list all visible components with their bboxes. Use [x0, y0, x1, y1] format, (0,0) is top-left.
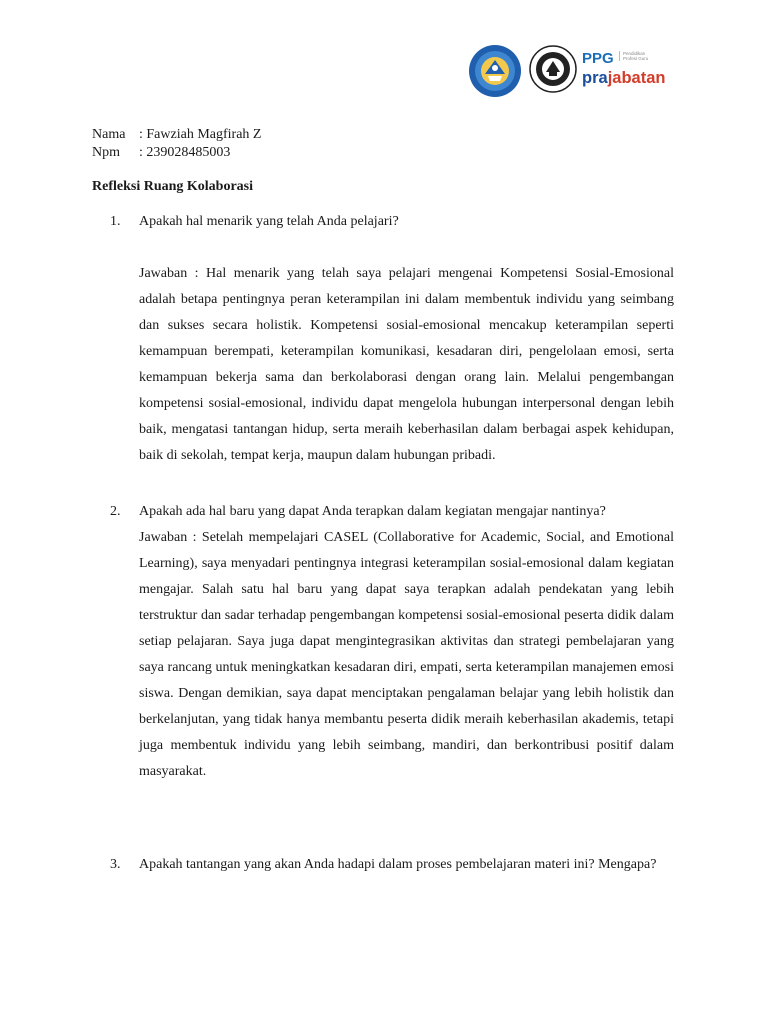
npm-label: Npm [92, 145, 120, 160]
ppg-prajabatan-logo [582, 50, 692, 94]
question-number: 3. [110, 857, 121, 872]
answer-text: Jawaban : Setelah mempelajari CASEL (Collaborative for Academic, Social, and Emotional Learning), saya menyadari pentingnya integrasi keterampilan sosial-emosional dalam kegiatan mengajar. Salah satu hal baru yang dapat saya terapkan adalah pendekatan yang lebih terstruktur dan sadar terhadap pengembangan kompetensi sosial-emosional peserta didik dalam setiap pelajaran. Saya juga dapat mengintegrasikan aktivitas dan strategi pembelajaran yang saya rancang untuk meningkatkan kesadaran diri, empati, serta keterampilan manajemen emosi siswa. Dengan demikian, saya dapat menciptakan pengalaman belajar yang lebih holistik dan berkelanjutan, yang tidak hanya membantu peserta didik meraih keberhasilan akademis, tetapi juga membentuk individu yang lebih seimbang, mandiri, dan berkontribusi positif dalam masyarakat. [139, 530, 674, 779]
tut-wuri-handayani-logo [468, 44, 522, 98]
question-text: Apakah ada hal baru yang dapat Anda terapkan dalam kegiatan mengajar nantinya? [139, 504, 606, 519]
prajabatan-part2: jabatan [607, 69, 666, 87]
name-row [92, 126, 261, 144]
ppg-tagline: Pendidikan Profesi Guru [619, 51, 651, 61]
question-item-1 [110, 209, 674, 469]
name-value: : Fawziah Magfirah Z [139, 127, 262, 142]
question-text: Apakah tantangan yang akan Anda hadapi dalam proses pembelajaran materi ini? Mengapa? [139, 857, 657, 872]
question-item-2 [110, 499, 674, 785]
question-number: 1. [110, 214, 121, 229]
answer-text: Jawaban : Hal menarik yang telah saya pelajari mengenai Kompetensi Sosial-Emosional adalah betapa pentingnya peran keterampilan ini dalam membentuk individu yang seimbang dan sukses secara holistik. Kompetensi sosial-emosional mencakup keterampilan seperti kemampuan berempati, keterampilan komunikasi, kesadaran diri, pengelolaan emosi, serta kemampuan bekerja sama dan berkolaborasi dengan orang lain. Melalui pengembangan kompetensi sosial-emosional, individu dapat mengelola hubungan interpersonal dengan lebih baik, mengatasi tantangan hidup, serta meraih keberhasilan dalam berbagai aspek kehidupan, baik di sekolah, tempat kerja, maupun dalam hubungan pribadi. [139, 266, 674, 463]
question-number: 2. [110, 504, 121, 519]
ppg-label: PPG [582, 50, 614, 67]
document-title: Refleksi Ruang Kolaborasi [92, 179, 254, 194]
npm-row [92, 144, 261, 162]
name-label: Nama [92, 127, 126, 142]
header-logos [468, 44, 688, 100]
question-item-3 [110, 852, 674, 878]
prajabatan-part1: pra [582, 69, 608, 87]
prajabatan-wordmark [582, 68, 665, 88]
question-text: Apakah hal menarik yang telah Anda pelajari? [139, 214, 399, 229]
identity-block [92, 126, 261, 162]
unm-logo [528, 44, 578, 96]
npm-value: : 239028485003 [139, 145, 231, 160]
